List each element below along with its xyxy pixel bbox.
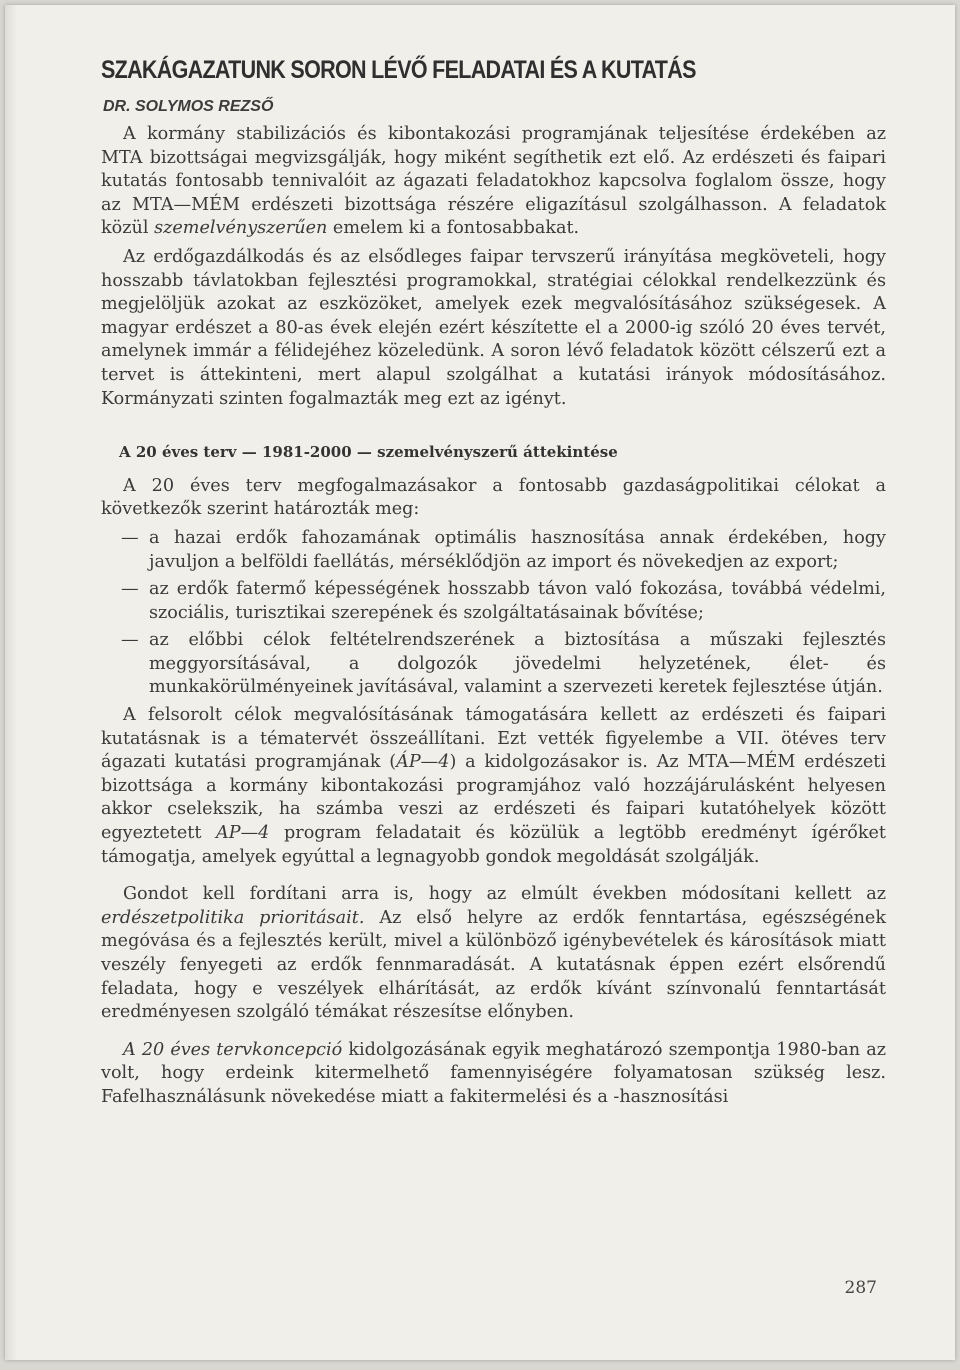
list-item-text: az előbbi célok feltételrendszerének a biztosítása a műszaki fejlesztés meggyorsításával, a dolgozók jövedelmi helyzetének, élet- és munkakörülményeinek javításával, valamint a szervezeti keretek fejlesztése útján. <box>149 630 886 698</box>
p3-text-a: A felsorolt célok megvalósításának támogatására kellett az erdészeti és faipari kutatásnak is a tématervét összeállítani. Ezt vették figyelembe a VII. ötéves terv ágazati kutatási programjának ( <box>101 705 886 773</box>
dash-bullet: — <box>121 527 139 548</box>
article-title: SZAKÁGAZATUNK SORON LÉVŐ FELADATAI ÉS A KUTATÁS <box>101 56 696 84</box>
dash-bullet: — <box>121 630 139 651</box>
list-item <box>101 527 886 574</box>
intro-p1-text-a: A kormány stabilizációs és kibontakozási programjának teljesítése érdekében az MTA bizottságai megvizsgálják, hogy miként segíthetik ezt elő. Az erdészeti és faipari kutatás fontosabb tennivalóit az ágazati feladatokhoz kapcsolva foglalom össze, hogy az MTA—MÉM erdészeti bizottsága részére eligazításul szolgálhasson. A feladatok közül <box>101 124 886 239</box>
p3-text-c: program feladatait és közülük a legtöbb eredményt ígérőket támogatja, amelyek egyúttal a legnagyobb gondok megoldását szolgálják. <box>101 823 886 867</box>
body-paragraph-3 <box>101 704 886 869</box>
article-body <box>101 53 886 1110</box>
document-page <box>5 5 955 1360</box>
body-paragraph-4 <box>101 883 886 1025</box>
p4-italic: erdészetpolitika prioritásait. <box>101 907 365 928</box>
p5-italic: A 20 éves tervkoncepció <box>123 1039 343 1060</box>
list-item <box>101 629 886 700</box>
list-item <box>101 578 886 625</box>
goals-list <box>101 527 886 700</box>
page-number: 287 <box>844 1278 877 1298</box>
page-edge-shadow <box>5 5 17 1360</box>
p4-text-a: Gondot kell fordítani arra is, hogy az elmúlt években módosítani kellett az <box>123 884 886 905</box>
intro-paragraph-1 <box>101 123 886 241</box>
p3-italic-b: AP—4 <box>216 823 270 844</box>
intro-paragraph-2: Az erdőgazdálkodás és az elsődleges faipar tervszerű irányítása megköveteli, hogy hosszabb távlatokban fejlesztési programokkal, stratégiai célokkal rendelkezzünk és megjelöljük azokat az eszközöket, amelyek ezek megvalósításához szükségesek. A magyar erdészet a 80-as évek elején ezért készítette el a 2000-ig szóló 20 éves tervét, amelynek immár a félidejéhez közeledünk. A soron lévő feladatok között célszerű ezt a tervet is áttekinteni, mert alapul szolgálhat a kutatási irányok módosításához. Kormányzati szinten fogalmazták meg ezt az igényt. <box>101 246 886 409</box>
list-item-text: az erdők fatermő képességének hosszabb távon való fokozása, továbbá védelmi, szociális, turisztikai szerepének és szolgáltatásainak bővítése; <box>149 579 886 623</box>
dash-bullet: — <box>121 579 139 600</box>
intro-p1-text-b: emelem ki a fontosabbakat. <box>327 218 580 239</box>
intro-p1-emphasis: szemelvényszerűen <box>154 218 328 239</box>
list-item-text: a hazai erdők fahozamának optimális hasznosítása annak érdekében, hogy javuljon a belföldi faellátás, mérséklődjön az import és növekedjen az export; <box>149 527 886 572</box>
p3-text-b: ) a kidolgozásakor is. Az MTA—MÉM erdészeti bizottsága a kormány kibontakozási programjához való hozzájárulásként helyesen akkor cselekszik, ha számba veszi az erdészeti és faipari kutatóhelyek között egyeztetett <box>101 752 886 844</box>
section-lead-paragraph: A 20 éves terv megfogalmazásakor a fontosabb gazdaságpolitikai célokat a következők szerint határozták meg: <box>101 475 886 520</box>
article-author: DR. SOLYMOS REZSŐ <box>103 98 274 115</box>
p3-italic-a: ÁP—4 <box>396 752 450 773</box>
p4-text-b: Az első helyre az erdők fenntartása, egészségének megóvása és a fejlesztés került, mivel a különböző igénybevételek és károsítások miatt veszély fenyegeti az erdők fennmaradását. A kutatásnak éppen ezért elsőrendű feladata, hogy e veszélyek elhárítását, az erdők kívánt színvonalú fenntartását eredményesen szolgáló témákat részesítse előnyben. <box>101 907 887 1023</box>
p5-text: kidolgozásának egyik meghatározó szempontja 1980-ban az volt, hogy erdeink kitermelhető famennyiségére folyamatosan szükség lesz. Fafelhasználásunk növekedése miatt a fakitermelési és a -hasznosítási <box>101 1039 886 1107</box>
body-paragraph-5 <box>101 1039 886 1110</box>
section-heading: A 20 éves terv — 1981-2000 — szemelvényszerű áttekintése <box>119 443 618 462</box>
